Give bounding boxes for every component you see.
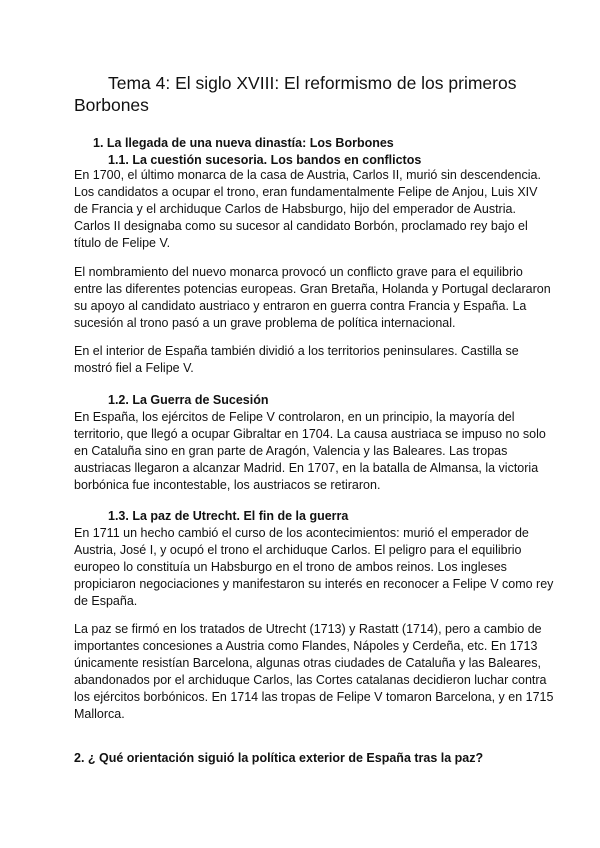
section-2-heading: 2. ¿ Qué orientación siguió la política exterior de España tras la paz? [74,751,484,765]
paragraph-1-3-a: En 1711 un hecho cambió el curso de los acontecimientos: murió el emperador de Austria, José I, y ocupó el trono el archiduque Carlos. El peligro para el equilibrio europeo lo constituía un Habsburgo en el trono de ambos reinos. Los ingleses propiciaron negociaciones y manifestaron su interés en reconocer a Felipe V como rey de España. [74,526,554,609]
paragraph-1-2-a: En España, los ejércitos de Felipe V controlaron, en un principio, la mayoría del territorio, que llegó a ocupar Gibraltar en 1704. La causa austriaca se impuso no solo en Cataluña sino en gran parte de Aragón, Valencia y las Baleares. Las tropas austriacas llegaron a alcanzar Madrid. En 1707, en la batalla de Almansa, la victoria borbónica fue incontestable, los austriacos se retiraron. [74,410,546,493]
subsection-1-3-heading: 1.3. La paz de Utrecht. El fin de la guerra [108,509,349,523]
section-1-heading: 1. La llegada de una nueva dinastía: Los Borbones [93,136,394,150]
subsection-1-2-heading: 1.2. La Guerra de Sucesión [108,393,269,407]
subsection-1-1-heading: 1.1. La cuestión sucesoria. Los bandos en conflictos [108,153,422,167]
paragraph-1-3-b: La paz se firmó en los tratados de Utrecht (1713) y Rastatt (1714), pero a cambio de importantes concesiones a Austria como Flandes, Nápoles y Cerdeña, etc. En 1713 únicamente resistían Barcelona, algunas otras ciudades de Cataluña y las Baleares, abandonados por el archiduque Carlos, las Cortes catalanas decidieron luchar contra los ejércitos borbónicos. En 1714 las tropas de Felipe V tomaron Barcelona, y en 1715 Mallorca. [74,622,554,722]
paragraph-1-1-b: El nombramiento del nuevo monarca provocó un conflicto grave para el equilibrio entre las diferentes potencias europeas. Gran Bretaña, Holanda y Portugal declararon su apoyo al candidato austriaco y entraron en guerra contra Francia y España. La sucesión al trono pasó a un grave problema de política internacional. [74,265,551,331]
paragraph-1-1-c: En el interior de España también dividió a los territorios peninsulares. Castilla se mostró fiel a Felipe V. [74,344,519,376]
page-title: Tema 4: El siglo XVIII: El reformismo de los primeros Borbones [74,73,517,115]
paragraph-1-1-a: En 1700, el último monarca de la casa de Austria, Carlos II, murió sin descendencia. Los candidatos a ocupar el trono, eran fundamentalmente Felipe de Anjou, Luis XIV de Francia y el archiduque Carlos de Habsburgo, hijo del emperador de Austria. Carlos II designaba como su sucesor al candidato Borbón, proclamado rey bajo el título de Felipe V. [74,168,541,251]
